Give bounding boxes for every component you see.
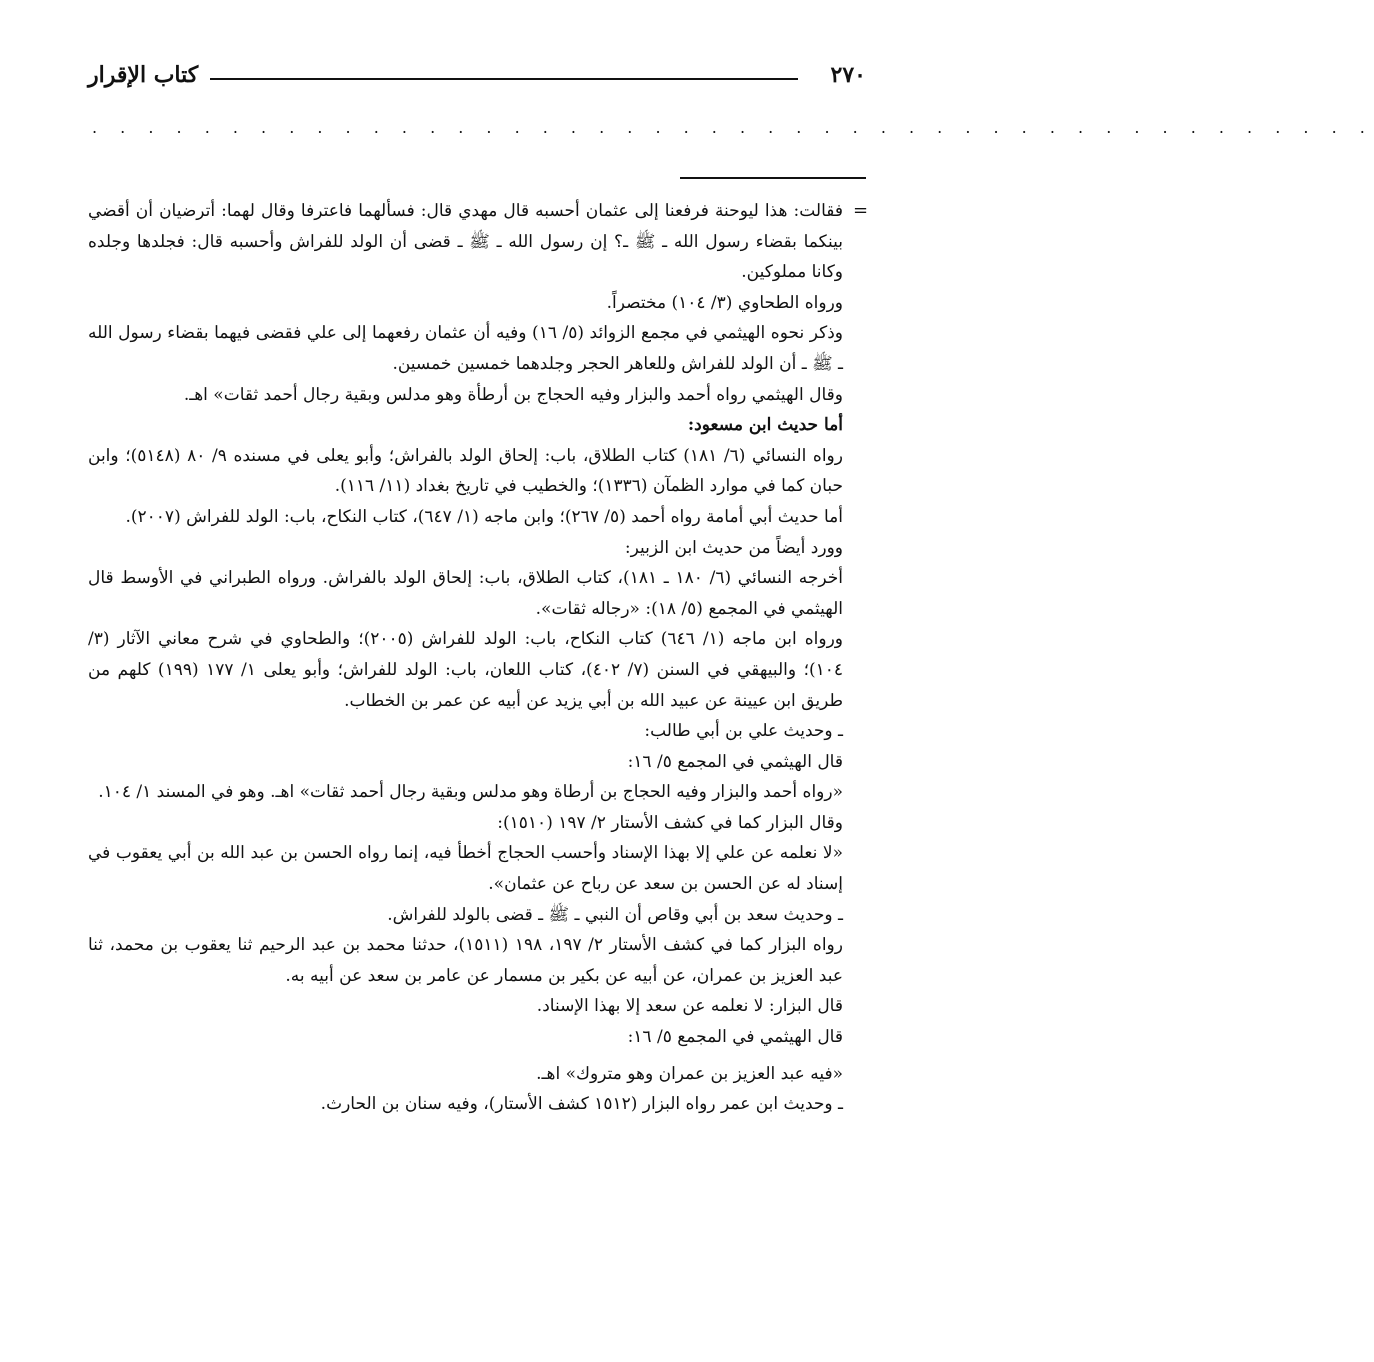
section-heading: أما حديث ابن مسعود: xyxy=(687,415,843,436)
page-header xyxy=(88,58,866,98)
paragraph: رواه النسائي (٦/ ١٨١) كتاب الطلاق، باب: إلحاق الولد بالفراش؛ وأبو يعلى في مسنده ٩/ ٨٠ (٥١٤٨)؛ وابن حبان كما في موارد الظمآن (١٣٣٦)؛ والخطيب في تاريخ بغداد (١١/ ١١٦). xyxy=(88,445,843,497)
paragraph: ـ وحديث علي بن أبي طالب: xyxy=(644,721,843,742)
paragraph: فقالت: هذا ليوحنة فرفعنا إلى عثمان أحسبه قال مهدي قال: فسألهما فاعترفا وقال لهما: أترضيان أن أقضي بينكما بقضاء رسول الله ـ ﷺ ـ؟ إن رسول الله ـ ﷺ ـ قضى أن الولد للفراش وأحسبه قال: فجلدها وجلده وكانا مملوكين. xyxy=(88,201,843,283)
paragraph: ورواه ابن ماجه (١/ ٦٤٦) كتاب النكاح، باب: الولد للفراش (٢٠٠٥)؛ والطحاوي في شرح معاني الآثار (٣/ ١٠٤)؛ والبيهقي في السنن (٧/ ٤٠٢)، كتاب اللعان، باب: الولد للفراش؛ وأبو يعلى ١/ ١٧٧ (١٩٩) كلهم من طريق ابن عيينة عن عبيد الله بن أبي يزيد عن أبيه عن عمر بن الخطاب. xyxy=(88,629,844,711)
paragraph: وورد أيضاً من حديث ابن الزبير: xyxy=(624,537,843,558)
paragraph: أما حديث أبي أمامة رواه أحمد (٥/ ٢٦٧)؛ وابن ماجه (١/ ٦٤٧)، كتاب النكاح، باب: الولد للفراش (٢٠٠٧). xyxy=(125,506,843,527)
quote-paragraph: «فيه عبد العزيز بن عمران وهو متروك» اهـ. xyxy=(536,1063,843,1084)
dotted-separator: . . . . . . . . . . . . . . . . . . . . . . . . . . . . . . . . . . . . . . . . . . . . . . xyxy=(92,118,1374,137)
paragraph: ورواه الطحاوي (٣/ ١٠٤) مختصراً. xyxy=(606,292,843,313)
header-rule xyxy=(210,78,798,80)
paragraph: وذكر نحوه الهيثمي في مجمع الزوائد (٥/ ١٦) وفيه أن عثمان رفعهما إلى علي فقضى فيهما بقضاء رسول الله ـ ﷺ ـ أن الولد للفراش وللعاهر الحجر وجلدهما خمسين خمسين. xyxy=(88,323,843,374)
paragraph: وقال البزار كما في كشف الأستار ٢/ ١٩٧ (١٥١٠): xyxy=(497,812,843,833)
continuation-mark: = xyxy=(853,200,869,221)
paragraph: ـ وحديث سعد بن أبي وقاص أن النبي ـ ﷺ ـ قضى بالولد للفراش. xyxy=(387,904,843,925)
quote-paragraph: «رواه أحمد والبزار وفيه الحجاج بن أرطاة وهو مدلس وبقية رجال أحمد ثقات» اهـ. وهو في المسند ١/ ١٠٤. xyxy=(98,782,843,803)
paragraph: وقال الهيثمي رواه أحمد والبزار وفيه الحجاج بن أرطأة وهو مدلس وبقية رجال أحمد ثقات» اهـ. xyxy=(183,384,843,405)
paragraph: قال البزار: لا نعلمه عن سعد إلا بهذا الإسناد. xyxy=(536,996,843,1017)
footnote-body xyxy=(88,196,843,1120)
paragraph: قال الهيثمي في المجمع ٥/ ١٦: xyxy=(627,751,843,772)
quote-paragraph: «لا نعلمه عن علي إلا بهذا الإسناد وأحسب الحجاج أخطأ فيه، إنما رواه الحسن بن عبد الله بن أبي يعقوب في إسناد له عن الحسن بن سعد عن رباح عن عثمان». xyxy=(88,843,843,895)
book-title: كتاب الإقرار xyxy=(88,62,199,88)
paragraph: ـ وحديث ابن عمر رواه البزار (١٥١٢ كشف الأستار)، وفيه سنان بن الحارث. xyxy=(320,1094,843,1115)
paragraph: رواه البزار كما في كشف الأستار ٢/ ١٩٧، ١٩٨ (١٥١١)، حدثنا محمد بن عبد الرحيم ثنا يعقوب بن محمد، ثنا عبد العزيز بن عمران، عن أبيه عن بكير بن مسمار عن عامر بن سعد عن أبيه به. xyxy=(88,935,843,986)
paragraph: قال الهيثمي في المجمع ٥/ ١٦: xyxy=(627,1027,843,1048)
paragraph: أخرجه النسائي (٦/ ١٨٠ ـ ١٨١)، كتاب الطلاق، باب: إلحاق الولد بالفراش. ورواه الطبراني في الأوسط قال الهيثمي في المجمع (٥/ ١٨): «رجاله ثقات». xyxy=(88,568,843,619)
page-number: ٢٧٠ xyxy=(830,62,866,88)
footnote-rule xyxy=(680,177,866,179)
